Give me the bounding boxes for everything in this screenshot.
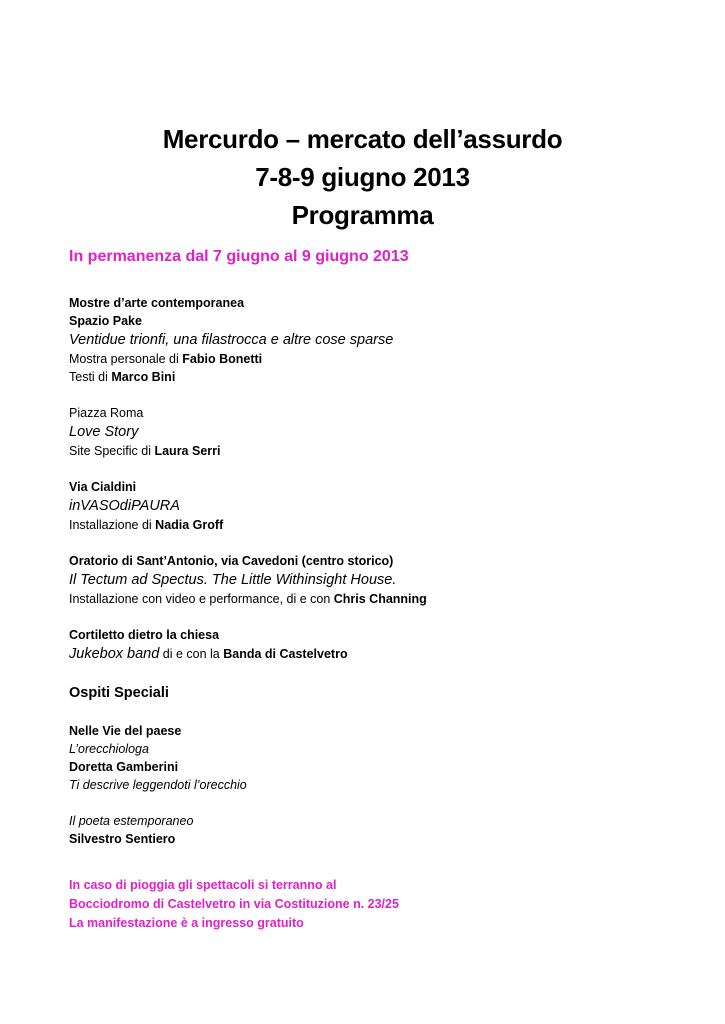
cialdini-artist-name: Nadia Groff [155,518,224,532]
mostre-venue: Spazio Pake [69,314,142,328]
free-entry-notice: La manifestazione è a ingresso gratuito [69,916,304,930]
piazza-description [69,442,689,460]
mostre-texts-author: Marco Bini [111,370,176,384]
cialdini-venue: Via Cialdini [69,480,137,494]
title-line-3: Programma [291,200,434,230]
rain-notice-line-2: Bocciodromo di Castelvetro in via Costituzione n. 23/25 [69,897,399,911]
vie-description: Ti descrive leggendoti l’orecchio [69,778,247,792]
cialdini-work-title: inVASOdiPAURA [69,498,180,514]
block-piazza-roma [69,404,689,460]
cortiletto-description [69,644,689,664]
block-poeta [69,812,689,848]
block-mostre [69,294,689,386]
oratorio-desc-prefix: Installazione con video e performance, di e con [69,592,334,606]
title-line-1: Mercurdo – mercato dell’assurdo [162,124,563,154]
mostre-texts-prefix: Testi di [69,370,112,384]
cortiletto-work-title: Jukebox band [69,646,160,662]
mostre-work-title: Ventidue trionfi, una filastrocca e altre cose sparse [69,332,394,348]
mostre-texts [69,368,689,386]
permanent-exhibitions-heading: In permanenza dal 7 giugno al 9 giugno 2013 [69,248,409,265]
rain-notice [69,876,689,933]
vie-role: L’orecchiologa [69,742,149,756]
oratorio-artist-name: Chris Channing [333,592,427,606]
oratorio-work-title: Il Tectum ad Spectus. The Little Withinsight House. [69,572,397,588]
vie-guest-name: Doretta Gamberini [69,760,179,774]
mostre-desc-prefix: Mostra personale di [69,352,183,366]
special-guests-heading: Ospiti Speciali [69,685,169,701]
mostre-artist-name: Fabio Bonetti [182,352,263,366]
oratorio-description [69,590,689,608]
cortiletto-band-name: Banda di Castelvetro [223,647,348,661]
cialdini-description [69,516,689,534]
piazza-work-title: Love Story [69,424,139,440]
cortiletto-desc-prefix: di e con la [159,647,224,661]
block-oratorio [69,552,689,608]
piazza-desc-prefix: Site Specific di [69,444,155,458]
oratorio-venue: Oratorio di Sant’Antonio, via Cavedoni (centro storico) [69,554,394,568]
poeta-role: Il poeta estemporaneo [69,814,194,828]
rain-notice-line-1: In caso di pioggia gli spettacoli si terranno al [69,878,337,892]
mostre-heading: Mostre d’arte contemporanea [69,296,245,310]
cialdini-desc-prefix: Installazione di [69,518,156,532]
title-line-2: 7-8-9 giugno 2013 [255,162,470,192]
piazza-venue: Piazza Roma [69,406,144,420]
block-cortiletto [69,626,689,664]
piazza-artist-name: Laura Serri [154,444,221,458]
cortiletto-venue: Cortiletto dietro la chiesa [69,628,220,642]
program-content [69,246,689,933]
mostre-description [69,350,689,368]
title-block [0,120,725,234]
block-nelle-vie [69,722,689,794]
vie-venue: Nelle Vie del paese [69,724,182,738]
block-via-cialdini [69,478,689,534]
poeta-guest-name: Silvestro Sentiero [69,832,176,846]
